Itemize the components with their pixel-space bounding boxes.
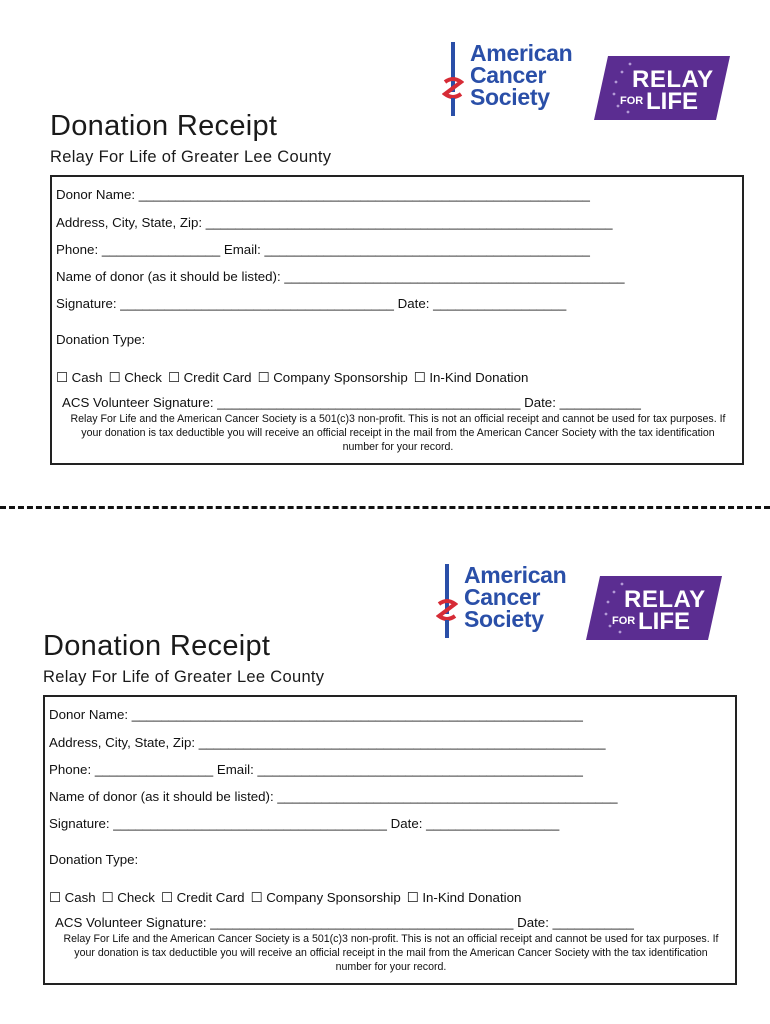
- relay-logo-word-for: FOR: [620, 95, 644, 107]
- acs-sword-icon: [436, 564, 458, 640]
- credit-card-checkbox[interactable]: ☐ Credit Card: [167, 370, 252, 385]
- acs-logo-line2: Cancer: [464, 584, 541, 610]
- check-checkbox[interactable]: ☐ Check: [108, 370, 162, 385]
- cash-checkbox[interactable]: ☐ Cash: [56, 370, 103, 385]
- company-sponsorship-checkbox[interactable]: ☐ Company Sponsorship: [250, 890, 401, 905]
- donation-type-options: [56, 370, 534, 386]
- phone-email-field[interactable]: Phone: ________________ Email: ____________________________________________: [56, 242, 590, 257]
- acs-logo-line3: Society: [464, 606, 544, 632]
- volunteer-signature-field[interactable]: ACS Volunteer Signature: _________________________________________ Date: ___________: [55, 915, 634, 930]
- receipt-form: [50, 175, 744, 465]
- acs-logo-line1: American: [464, 562, 567, 588]
- listed-name-field[interactable]: Name of donor (as it should be listed): ______________________________________________: [56, 269, 625, 284]
- company-sponsorship-checkbox[interactable]: ☐ Company Sponsorship: [257, 370, 408, 385]
- acs-logo-text: [464, 564, 566, 630]
- donor-name-field[interactable]: Donor Name: _____________________________________________________________: [56, 187, 590, 202]
- relay-logo-word-life: LIFE: [638, 608, 690, 635]
- relay-logo-word-life: LIFE: [646, 88, 698, 115]
- donor-name-field[interactable]: Donor Name: _____________________________________________________________: [49, 707, 583, 722]
- page-subtitle: Relay For Life of Greater Lee County: [50, 148, 332, 166]
- relay-for-life-logo: [594, 56, 730, 120]
- volunteer-signature-field[interactable]: ACS Volunteer Signature: _________________________________________ Date: ___________: [62, 395, 641, 410]
- listed-name-field[interactable]: Name of donor (as it should be listed): ______________________________________________: [49, 789, 618, 804]
- signature-date-field[interactable]: Signature: _____________________________________ Date: __________________: [56, 296, 567, 311]
- donation-type-label: Donation Type:: [49, 852, 139, 867]
- relay-logo-word-relay: RELAY: [624, 586, 706, 613]
- receipt-top: [0, 0, 770, 480]
- disclaimer-note: Relay For Life and the American Cancer Society is a 501(c)3 non-profit. This is not an official receipt and cannot be used for tax purposes. If your donation is tax deductible you will receive an official receipt in the mail from the American Cancer Society with the tax identification number for your record.: [70, 413, 726, 453]
- in-kind-donation-checkbox[interactable]: ☐ In-Kind Donation: [413, 370, 529, 385]
- address-field[interactable]: Address, City, State, Zip: _______________________________________________________: [49, 735, 606, 750]
- page-subtitle: Relay For Life of Greater Lee County: [43, 668, 325, 686]
- in-kind-donation-checkbox[interactable]: ☐ In-Kind Donation: [406, 890, 522, 905]
- cash-checkbox[interactable]: ☐ Cash: [49, 890, 96, 905]
- phone-email-field[interactable]: Phone: ________________ Email: ____________________________________________: [49, 762, 583, 777]
- acs-sword-icon: [442, 42, 464, 118]
- relay-for-life-logo: [586, 576, 722, 640]
- relay-logo-word-relay: RELAY: [632, 66, 714, 93]
- acs-logo: [442, 42, 572, 118]
- disclaimer-note: Relay For Life and the American Cancer Society is a 501(c)3 non-profit. This is not an official receipt and cannot be used for tax purposes. If your donation is tax deductible you will receive an official receipt in the mail from the American Cancer Society with the tax identification number for your record.: [63, 933, 719, 973]
- address-field[interactable]: Address, City, State, Zip: _______________________________________________________: [56, 215, 613, 230]
- receipt-bottom: [0, 520, 770, 1000]
- relay-logo-word-for: FOR: [612, 615, 636, 627]
- page-title: Donation Receipt: [50, 110, 278, 142]
- acs-logo-line3: Society: [470, 84, 550, 110]
- acs-logo-text: [470, 42, 572, 108]
- cut-line: [0, 506, 770, 509]
- donation-type-options: [49, 890, 527, 906]
- credit-card-checkbox[interactable]: ☐ Credit Card: [160, 890, 245, 905]
- page-title: Donation Receipt: [43, 630, 271, 662]
- check-checkbox[interactable]: ☐ Check: [101, 890, 155, 905]
- receipt-form: [43, 695, 737, 985]
- signature-date-field[interactable]: Signature: _____________________________________ Date: __________________: [49, 816, 560, 831]
- acs-logo-line1: American: [470, 40, 573, 66]
- acs-logo: [436, 564, 566, 640]
- acs-logo-line2: Cancer: [470, 62, 547, 88]
- donation-type-label: Donation Type:: [56, 332, 146, 347]
